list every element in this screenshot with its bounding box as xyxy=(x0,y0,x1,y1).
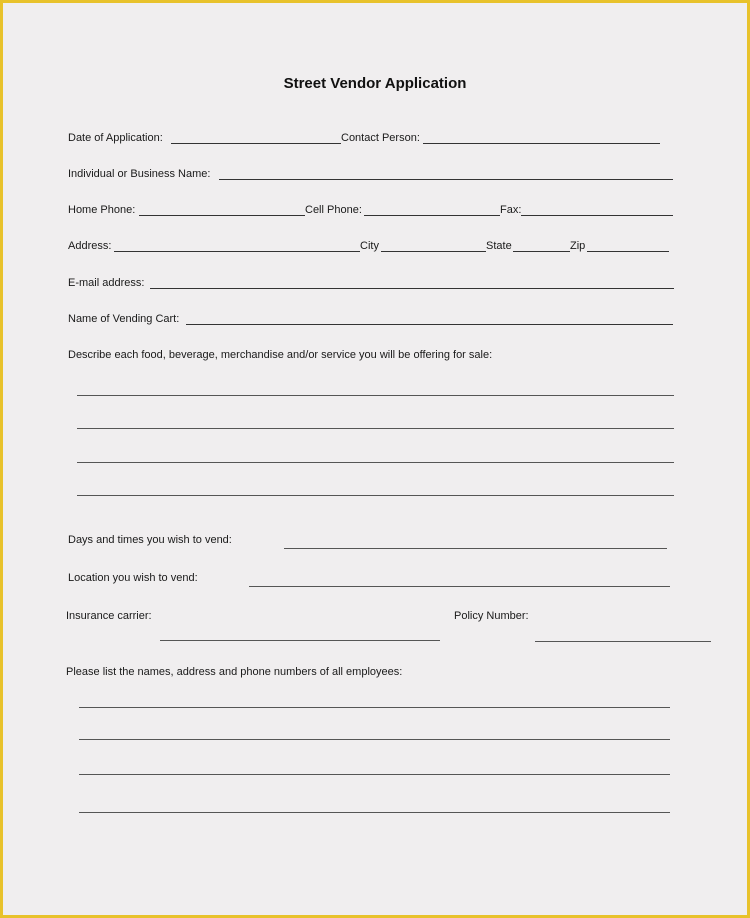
days-times-field[interactable] xyxy=(284,548,667,549)
insurance-carrier-field[interactable] xyxy=(160,640,440,641)
describe-line-1[interactable] xyxy=(77,395,674,396)
policy-number-label: Policy Number: xyxy=(454,610,529,622)
home-phone-field[interactable] xyxy=(139,215,305,216)
policy-number-field[interactable] xyxy=(535,641,711,642)
email-field[interactable] xyxy=(150,288,674,289)
days-times-label: Days and times you wish to vend: xyxy=(68,534,232,546)
date-of-application-label: Date of Application: xyxy=(68,132,163,144)
describe-line-4[interactable] xyxy=(77,495,674,496)
employees-label: Please list the names, address and phone numbers of all employees: xyxy=(66,666,403,678)
zip-field[interactable] xyxy=(587,251,669,252)
state-field[interactable] xyxy=(513,251,570,252)
city-field[interactable] xyxy=(381,251,486,252)
employees-line-4[interactable] xyxy=(79,812,670,813)
employees-line-3[interactable] xyxy=(79,774,670,775)
fax-field[interactable] xyxy=(521,215,673,216)
vending-cart-field[interactable] xyxy=(186,324,673,325)
business-name-label: Individual or Business Name: xyxy=(68,168,211,180)
page-title: Street Vendor Application xyxy=(283,75,467,92)
employees-line-1[interactable] xyxy=(79,707,670,708)
state-label: State xyxy=(486,240,512,252)
location-label: Location you wish to vend: xyxy=(68,572,198,584)
address-label: Address: xyxy=(68,240,112,252)
describe-line-2[interactable] xyxy=(77,428,674,429)
date-of-application-field[interactable] xyxy=(171,143,341,144)
vending-cart-label: Name of Vending Cart: xyxy=(68,313,180,325)
address-field[interactable] xyxy=(114,251,360,252)
business-name-field[interactable] xyxy=(219,179,673,180)
location-field[interactable] xyxy=(249,586,670,587)
zip-label: Zip xyxy=(570,240,586,252)
describe-offerings-label: Describe each food, beverage, merchandise and/or service you will be offering for sale: xyxy=(68,349,493,361)
cell-phone-field[interactable] xyxy=(364,215,500,216)
employees-line-2[interactable] xyxy=(79,739,670,740)
contact-person-field[interactable] xyxy=(423,143,660,144)
contact-person-label: Contact Person: xyxy=(341,132,420,144)
insurance-carrier-label: Insurance carrier: xyxy=(66,610,152,622)
fax-label: Fax: xyxy=(500,204,522,216)
cell-phone-label: Cell Phone: xyxy=(305,204,362,216)
describe-line-3[interactable] xyxy=(77,462,674,463)
city-label: City xyxy=(360,240,379,252)
email-label: E-mail address: xyxy=(68,277,145,289)
home-phone-label: Home Phone: xyxy=(68,204,136,216)
